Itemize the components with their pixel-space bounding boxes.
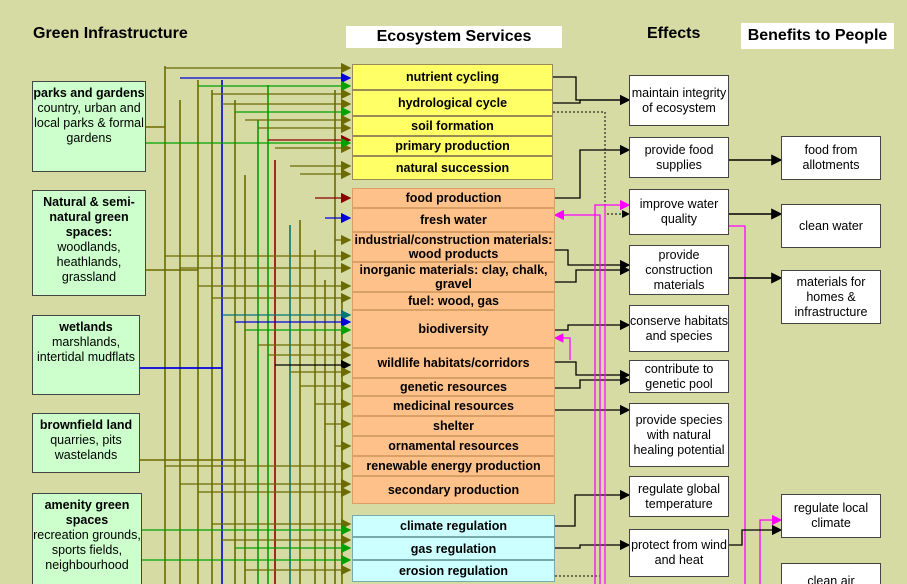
svc-primary-production: primary production <box>352 136 553 156</box>
gi-title: wetlands <box>59 320 113 334</box>
effect-wind-heat: protect from wind and heat <box>629 529 729 577</box>
gi-title: Natural & semi-natural green spaces: <box>43 195 135 239</box>
connector-line-61 <box>553 100 629 103</box>
connector-line-60 <box>553 77 629 100</box>
connector-line-66 <box>555 362 629 375</box>
connector-line-76 <box>555 338 570 360</box>
connector-line-64 <box>555 270 629 282</box>
svc-fresh-water: fresh water <box>352 208 555 232</box>
svc-gas-regulation: gas regulation <box>352 537 555 560</box>
gi-title: amenity green spaces <box>44 498 130 527</box>
effect-maintain-integrity: maintain integrity of ecosystem <box>629 75 729 126</box>
gi-brownfield <box>32 413 140 473</box>
gi-amenity <box>32 493 142 584</box>
svc-biodiversity: biodiversity <box>352 310 555 348</box>
svc-genetic-resources: genetic resources <box>352 378 555 396</box>
gi-parks-gardens <box>32 81 146 172</box>
effect-conserve-habitats: conserve habitats and species <box>629 305 729 352</box>
connector-line-70 <box>555 495 629 526</box>
svc-climate-regulation: climate regulation <box>352 515 555 537</box>
gi-desc: marshlands, intertidal mudflats <box>37 335 135 364</box>
effect-provide-food: provide food supplies <box>629 137 729 178</box>
connector-line-63 <box>555 250 629 265</box>
effect-natural-healing: provide species with natural healing potential <box>629 403 729 467</box>
effect-global-temperature: regulate global temperature <box>629 476 729 517</box>
svc-secondary-production: secondary production <box>352 476 555 504</box>
connector-line-62 <box>555 150 629 198</box>
benefit-food-allotments: food from allotments <box>781 136 881 180</box>
gi-desc: quarries, pits wastelands <box>50 433 122 462</box>
effect-improve-water: improve water quality <box>629 189 729 235</box>
svc-wood-products: industrial/construction materials: wood products <box>352 232 555 262</box>
benefit-local-climate: regulate local climate <box>781 494 881 538</box>
svc-inorganic-materials: inorganic materials: clay, chalk, gravel <box>352 262 555 292</box>
header-ecosystem-services: Ecosystem Services <box>346 26 562 48</box>
svc-wildlife-habitats: wildlife habitats/corridors <box>352 348 555 378</box>
gi-wetlands <box>32 315 140 395</box>
header-green-infrastructure: Green Infrastructure <box>33 25 188 42</box>
svc-food-production: food production <box>352 188 555 208</box>
svc-ornamental-resources: ornamental resources <box>352 436 555 456</box>
connector-line-72 <box>553 112 629 214</box>
benefit-materials-homes: materials for homes & infrastructure <box>781 270 881 324</box>
connector-line-69 <box>555 545 629 548</box>
gi-desc: recreation grounds, sports fields, neighbourhood <box>33 528 141 572</box>
svc-natural-succession: natural succession <box>352 156 553 180</box>
header-effects: Effects <box>647 25 701 42</box>
effect-genetic-pool: contribute to genetic pool <box>629 360 729 393</box>
gi-desc: woodlands, heathlands, grassland <box>56 240 122 284</box>
svc-fuel: fuel: wood, gas <box>352 292 555 310</box>
svc-erosion-regulation: erosion regulation <box>352 560 555 582</box>
connector-line-65 <box>555 325 629 330</box>
svc-shelter: shelter <box>352 416 555 436</box>
svc-nutrient-cycling: nutrient cycling <box>352 64 553 90</box>
gi-natural-semi-natural <box>32 190 146 296</box>
svc-hydrological-cycle: hydrological cycle <box>352 90 553 116</box>
connector-line-82 <box>729 530 781 545</box>
gi-title: brownfield land <box>39 418 133 432</box>
benefit-clean-water: clean water <box>781 204 881 248</box>
header-benefits: Benefits to People <box>741 23 894 49</box>
svc-medicinal-resources: medicinal resources <box>352 396 555 416</box>
svc-soil-formation: soil formation <box>352 116 553 136</box>
gi-desc: country, urban and local parks & formal gardens <box>34 101 144 145</box>
gi-title: parks and gardens <box>33 86 145 100</box>
svc-renewable-energy: renewable energy production <box>352 456 555 476</box>
effect-construction-materials: provide construction materials <box>629 245 729 295</box>
connector-line-67 <box>555 380 629 388</box>
benefit-clean-air: clean air <box>781 563 881 584</box>
